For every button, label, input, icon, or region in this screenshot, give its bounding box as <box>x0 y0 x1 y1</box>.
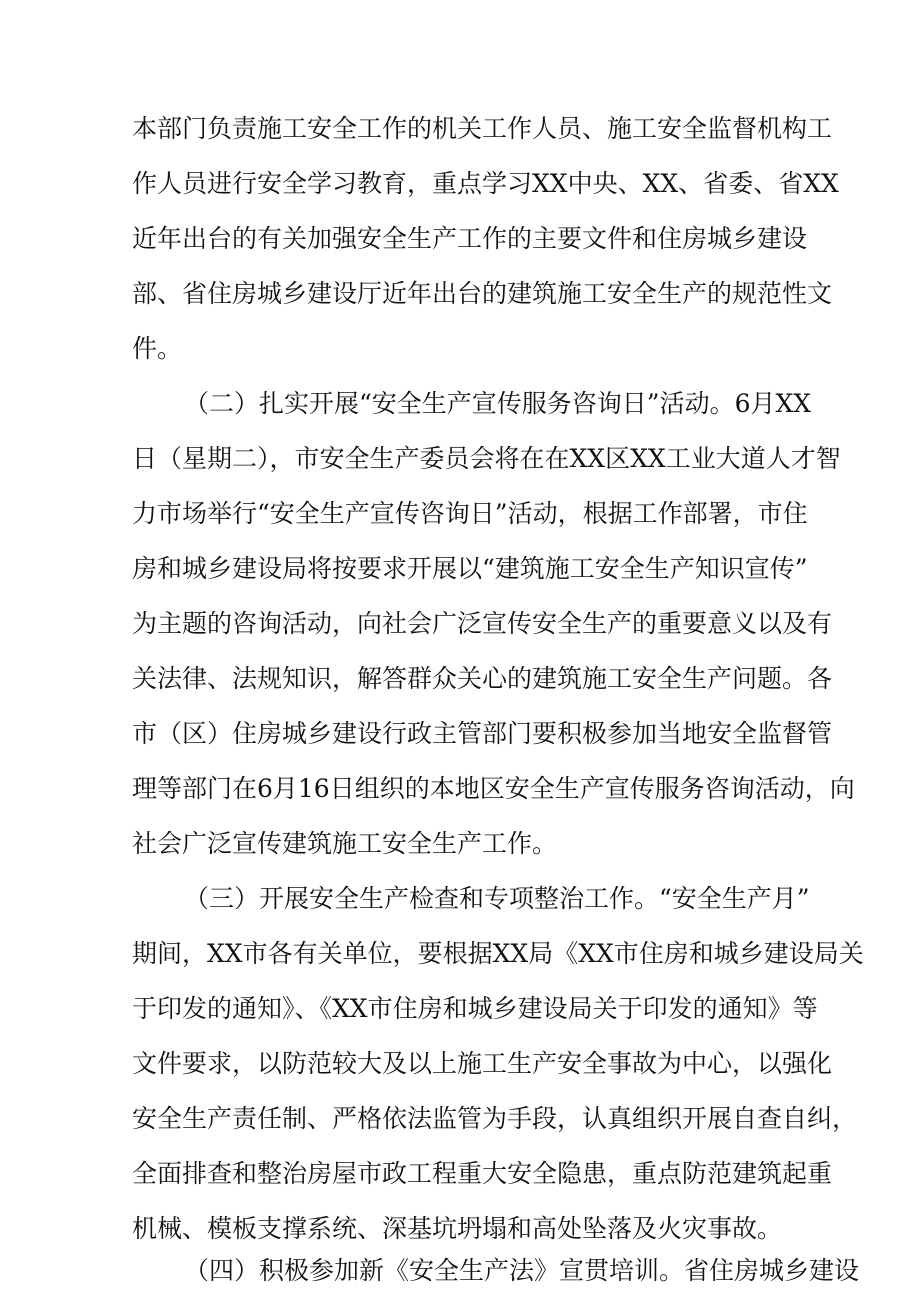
text-line: 期间，XX市各有关单位，要根据XX局《XX市住房和城乡建设局关 <box>132 939 864 968</box>
text-line: 日（星期二），市安全生产委员会将在在XX区XX工业大道人才智 <box>132 444 841 473</box>
text-line: 本部门负责施工安全工作的机关工作人员、施工安全监督机构工 <box>132 114 833 143</box>
text-line: 理等部门在6月16日组织的本地区安全生产宣传服务咨询活动，向 <box>132 774 855 803</box>
text-line: 力市场举行“安全生产宣传咨询日”活动，根据工作部署，市住 <box>132 499 808 528</box>
text-line: 近年出台的有关加强安全生产工作的主要文件和住房城乡建设 <box>132 224 808 253</box>
text-line: 关法律、法规知识，解答群众关心的建筑施工安全生产问题。各 <box>132 664 833 693</box>
text-line: 件。 <box>132 334 183 363</box>
text-line: 部、省住房城乡建设厅近年出台的建筑施工安全生产的规范性文 <box>132 279 833 308</box>
section-heading-line: （二）扎实开展“安全生产宣传服务咨询日”活动。6月XX <box>184 389 812 418</box>
text-line: 市（区）住房城乡建设行政主管部门要积极参加当地安全监督管 <box>132 719 833 748</box>
text-line: 安全生产责任制、严格依法监管为手段，认真组织开展自查自纠， <box>132 1104 858 1133</box>
section-heading-line: （三）开展安全生产检查和专项整治工作。“安全生产月” <box>184 884 810 913</box>
text-line: 文件要求，以防范较大及以上施工生产安全事故为中心，以强化 <box>132 1049 833 1078</box>
text-line: 机械、模板支撑系统、深基坑坍塌和高处坠落及火灾事故。 <box>132 1214 783 1243</box>
section-heading-line: （四）积极参加新《安全生产法》宣贯培训。省住房城乡建设 <box>184 1256 860 1285</box>
text-line: 于印发的通知》、《XX市住房和城乡建设局关于印发的通知》等 <box>132 994 818 1023</box>
text-line: 为主题的咨询活动，向社会广泛宣传安全生产的重要意义以及有 <box>132 609 833 638</box>
text-line: 社会广泛宣传建筑施工安全生产工作。 <box>132 829 558 858</box>
text-line: 房和城乡建设局将按要求开展以“建筑施工安全生产知识宣传” <box>132 554 808 583</box>
text-line: 作人员进行安全学习教育，重点学习XX中央、XX、省委、省XX <box>132 169 839 198</box>
text-line: 全面排查和整治房屋市政工程重大安全隐患，重点防范建筑起重 <box>132 1159 833 1188</box>
